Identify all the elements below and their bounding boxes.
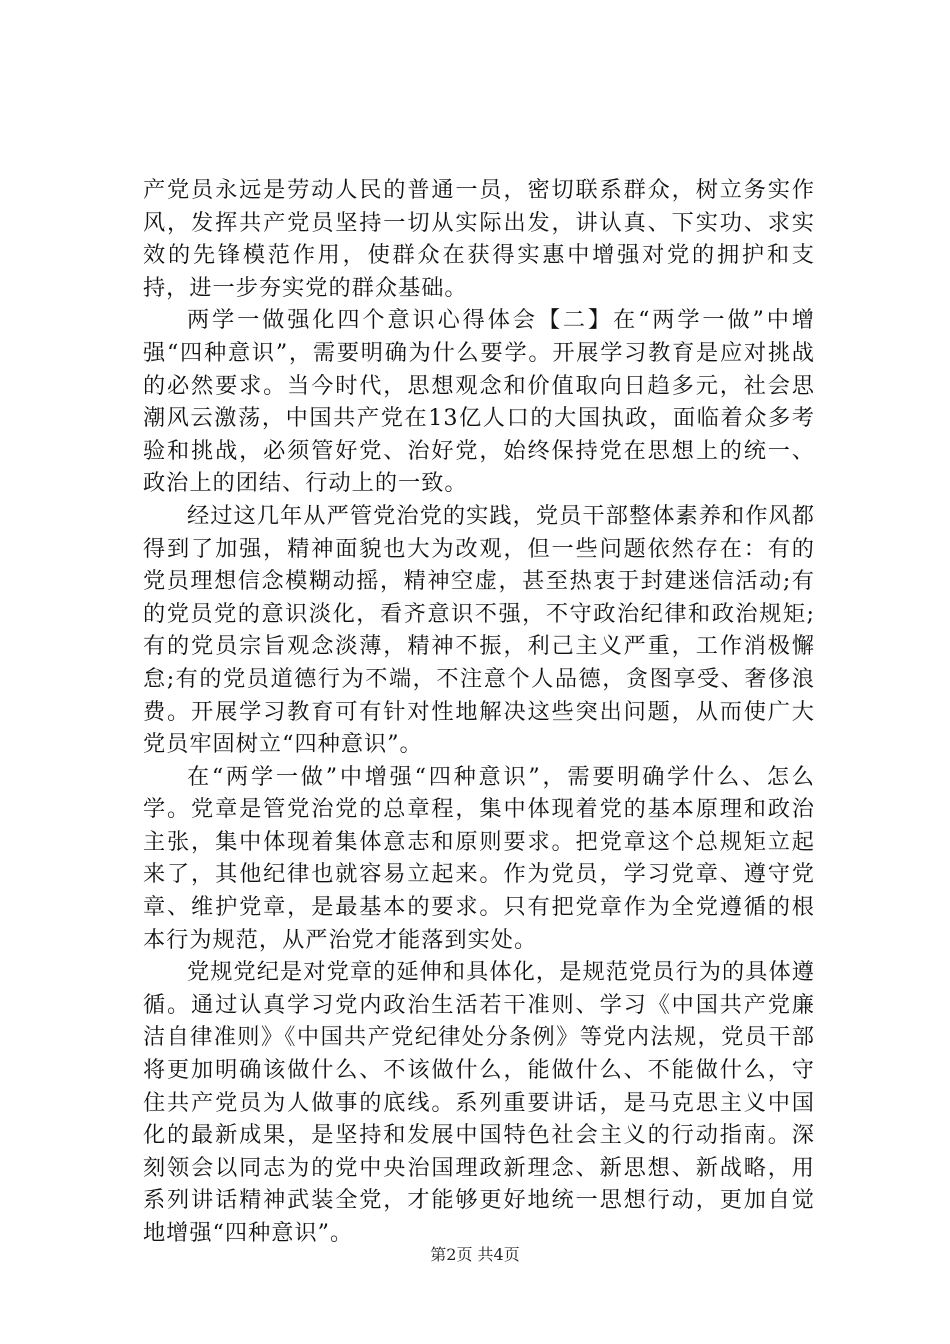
- paragraph-heading-two: 两学一做强化四个意识心得体会【二】在“两学一做”中增强“四种意识”，需要明确为什么要学。开展学习教育是应对挑战的必然要求。当今时代，思想观念和价值取向日趋多元，社会思潮风云激荡，中国共产党在13亿人口的大国执政，面临着众多考验和挑战，必须管好党、治好党，始终保持党在思想上的统一、政治上的团结、行动上的一致。: [143, 307, 815, 497]
- paragraph-problems: 经过这几年从严管党治党的实践，党员干部整体素养和作风都得到了加强，精神面貌也大为改观，但一些问题依然存在：有的党员理想信念模糊动摇，精神空虚，甚至热衷于封建迷信活动;有的党员党的意识淡化，看齐意识不强，不守政治纪律和政治规矩;有的党员宗旨观念淡薄，精神不振，利己主义严重，工作消极懈怠;有的党员道德行为不端，不注意个人品德，贪图享受、奢侈浪费。开展学习教育可有针对性地解决这些突出问题，从而使广大党员牢固树立“四种意识”。: [143, 502, 815, 758]
- paragraph-party-constitution: 在“两学一做”中增强“四种意识”，需要明确学什么、怎么学。党章是管党治党的总章程，集中体现着党的基本原理和政治主张，集中体现着集体意志和原则要求。把党章这个总规矩立起来了，其他纪律也就容易立起来。作为党员，学习党章、遵守党章、维护党章，是最基本的要求。只有把党章作为全党遵循的根本行为规范，从严治党才能落到实处。: [143, 763, 815, 953]
- page-footer: 第2页 共4页: [430, 1245, 520, 1264]
- paragraph-continuation: 产党员永远是劳动人民的普通一员，密切联系群众，树立务实作风，发挥共产党员坚持一切从实际出发，讲认真、下实功、求实效的先锋模范作用，使群众在获得实惠中增强对党的拥护和支持，进一步夯实党的群众基础。: [143, 177, 815, 301]
- document-body: [143, 174, 815, 1250]
- paragraph-party-rules: 党规党纪是对党章的延伸和具体化，是规范党员行为的具体遵循。通过认真学习党内政治生活若干准则、学习《中国共产党廉洁自律准则》《中国共产党纪律处分条例》等党内法规，党员干部将更加明确该做什么、不该做什么，能做什么、不能做什么，守住共产党员为人做事的底线。系列重要讲话，是马克思主义中国化的最新成果，是坚持和发展中国特色社会主义的行动指南。深刻领会以同志为的党中央治国理政新理念、新思想、新战略，用系列讲话精神武装全党，才能够更好地统一思想行动，更加自觉地增强“四种意识”。: [143, 959, 815, 1246]
